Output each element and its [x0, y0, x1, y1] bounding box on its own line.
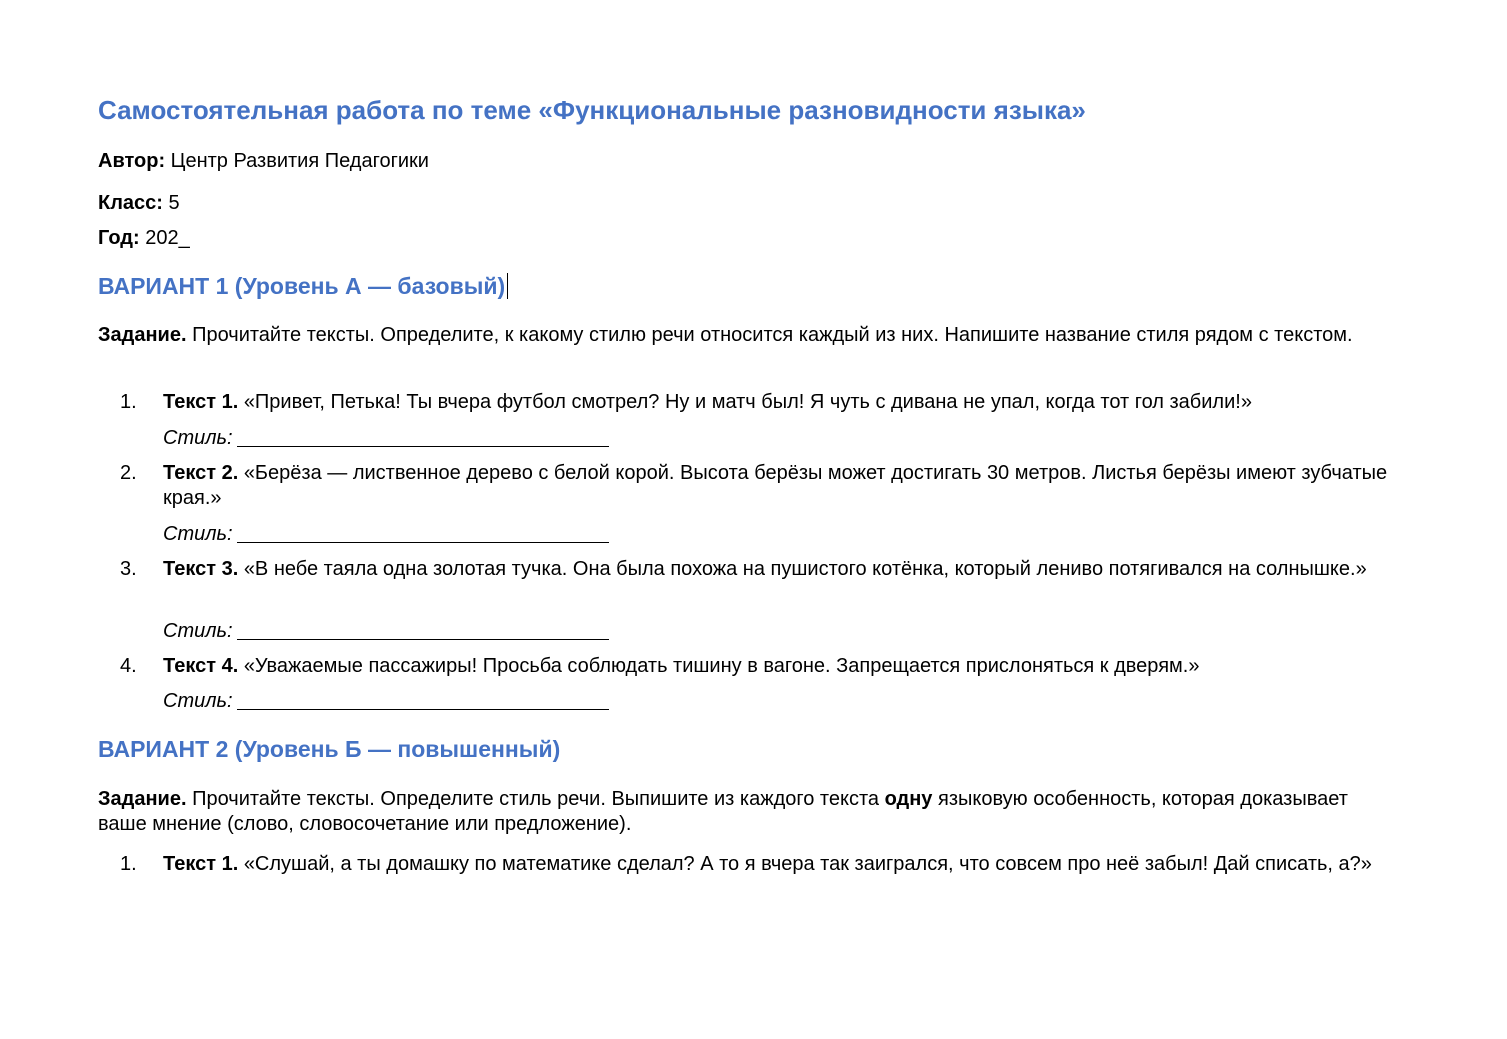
variant1-task	[98, 323, 1398, 348]
style-label: Стиль:	[163, 620, 233, 642]
style-answer-line[interactable]	[163, 689, 609, 714]
answer-blank[interactable]	[237, 620, 609, 640]
variant2-task-text-before: Прочитайте тексты. Определите стиль речи. Выпишите из каждого текста	[192, 788, 879, 810]
year-label: Год:	[98, 227, 140, 249]
variant1-heading[interactable]	[98, 273, 508, 300]
list-item-body	[163, 557, 1398, 582]
list-item-label: Текст 2.	[163, 462, 239, 484]
list-item-number: 1.	[120, 853, 137, 875]
list-item-body	[163, 461, 1398, 511]
document-title: Самостоятельная работа по теме «Функциональные разновидности языка»	[98, 95, 1086, 125]
grade-label: Класс:	[98, 192, 163, 214]
list-item-body	[163, 852, 1398, 877]
style-answer-line[interactable]	[163, 522, 609, 547]
variant1-task-label: Задание.	[98, 324, 187, 346]
list-item-label: Текст 3.	[163, 558, 239, 580]
style-label: Стиль:	[163, 690, 233, 712]
grade-line	[98, 192, 180, 215]
variant2-heading: ВАРИАНТ 2 (Уровень Б — повышенный)	[98, 736, 561, 762]
author-value: Центр Развития Педагогики	[170, 150, 429, 172]
answer-blank[interactable]	[237, 523, 609, 543]
list-item-label: Текст 4.	[163, 655, 239, 677]
variant2-task-label: Задание.	[98, 788, 187, 810]
list-item-text: «Привет, Петька! Ты вчера футбол смотрел? Ну и матч был! Я чуть с дивана не упал, когда тот гол забили!»	[243, 391, 1252, 413]
year-line	[98, 227, 190, 250]
list-item-text: «Слушай, а ты домашку по математике сделал? А то я вчера так заигрался, что совсем про неё забыл! Дай списать, а?»	[243, 853, 1372, 875]
year-value: 202_	[145, 227, 190, 249]
author-line	[98, 150, 429, 173]
list-item-label: Текст 1.	[163, 391, 239, 413]
list-item-body	[163, 390, 1398, 415]
list-item-text: «В небе таяла одна золотая тучка. Она была похожа на пушистого котёнка, который лениво потягивался на солнышке.»	[243, 558, 1367, 580]
list-item-label: Текст 1.	[163, 853, 239, 875]
author-label: Автор:	[98, 150, 166, 172]
list-item-number: 3.	[120, 558, 137, 580]
list-item-number: 1.	[120, 391, 137, 413]
list-item-text: «Берёза — лиственное дерево с белой корой. Высота берёзы может достигать 30 метров. Листья берёзы имеют зубчатые края.»	[163, 462, 1388, 509]
style-answer-line[interactable]	[163, 426, 609, 451]
style-label: Стиль:	[163, 523, 233, 545]
list-item-body	[163, 654, 1398, 679]
grade-value: 5	[168, 192, 180, 214]
variant2-task-text-after: языковую особенность, которая доказывает ваше мнение (слово, словосочетание или предложение).	[98, 788, 1348, 835]
list-item-text: «Уважаемые пассажиры! Просьба соблюдать тишину в вагоне. Запрещается прислоняться к дверям.»	[243, 655, 1200, 677]
variant2-task-text-bold: одну	[884, 788, 933, 810]
variant1-task-text: Прочитайте тексты. Определите, к какому стилю речи относится каждый из них. Напишите название стиля рядом с текстом.	[192, 324, 1353, 346]
variant2-task	[98, 787, 1398, 837]
variant1-heading-text: ВАРИАНТ 1 (Уровень А — базовый)	[98, 273, 506, 299]
list-item-number: 2.	[120, 462, 137, 484]
text-cursor	[507, 273, 508, 299]
answer-blank[interactable]	[237, 427, 609, 447]
list-item-number: 4.	[120, 655, 137, 677]
style-label: Стиль:	[163, 427, 233, 449]
style-answer-line[interactable]	[163, 619, 609, 644]
answer-blank[interactable]	[237, 690, 609, 710]
